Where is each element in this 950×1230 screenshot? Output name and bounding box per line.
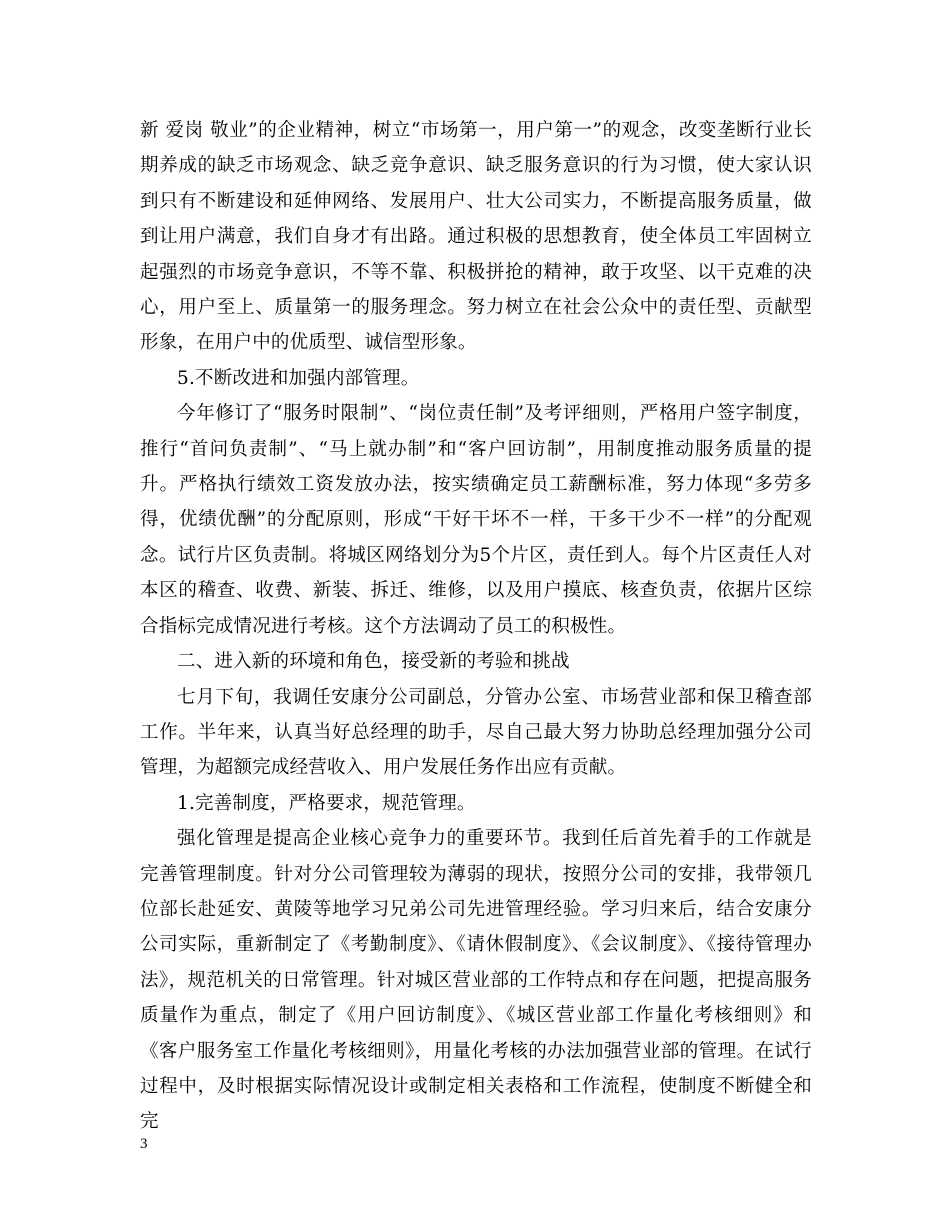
page-number: 3 xyxy=(140,1136,148,1152)
section-heading-5: 5.不断改进和加强内部管理。 xyxy=(177,367,420,389)
paragraph-continuation: 新 爱岗 敬业”的企业精神，树立“市场第一，用户第一”的观念，改变垄断行业长期养成的缺乏市场观念、缺乏竞争意识、缺乏服务意识的行为习惯，使大家认识到只有不断建设和延伸网络、发展用户、壮大公司实力，不断提高服务质量，做到让用户满意，我们自身才有出路。通过积极的思想教育，使全体员工牢固树立起强烈的市场竞争意识，不等不靠、积极拼抢的精神，敢于攻坚、以干克难的决心，用户至上、质量第一的服务理念。努力树立在社会公众中的责任型、贡献型形象，在用户中的优质型、诚信型形象。 xyxy=(140,120,812,354)
document-body xyxy=(140,113,812,1140)
paragraph-management-system: 强化管理是提高企业核心竞争力的重要环节。我到任后首先着手的工作就是完善管理制度。针对分公司管理较为薄弱的现状，按照分公司的安排，我带领几位部长赴延安、黄陵等地学习兄弟公司先进管理经验。学习归来后，结合安康分公司实际，重新制定了《考勤制度》、《请休假制度》、《会议制度》、《接待管理办法》，规范机关的日常管理。针对城区营业部的工作特点和存在问题，把提高服务质量作为重点，制定了《用户回访制度》、《城区营业部工作量化考核细则》和《客户服务室工作量化考核细则》，用量化考核的办法加强营业部的管理。在试行过程中，及时根据实际情况设计或制定相关表格和工作流程，使制度不断健全和完 xyxy=(140,828,812,1133)
paragraph-new-role: 七月下旬，我调任安康分公司副总，分管办公室、市场营业部和保卫稽查部工作。半年来，认真当好总经理的助手，尽自己最大努力协助总经理加强分公司管理，为超额完成经营收入、用户发展任务作出应有贡献。 xyxy=(140,686,812,779)
section-heading-1: 1.完善制度，严格要求，规范管理。 xyxy=(177,792,476,814)
section-heading-2: 二、进入新的环境和角色，接受新的考验和挑战 xyxy=(177,651,570,673)
paragraph-internal-management: 今年修订了“服务时限制”、“岗位责任制”及考评细则，严格用户签字制度，推行“首问负责制”、“马上就办制”和“客户回访制”，用制度推动服务质量的提升。严格执行绩效工资发放办法，按实绩确定员工薪酬标准，努力体现“多劳多得，优绩优酬”的分配原则，形成“干好干坏不一样，干多干少不一样”的分配观念。试行片区负责制。将城区网络划分为5个片区，责任到人。每个片区责任人对本区的稽查、收费、新装、拆迁、维修，以及用户摸底、核查负责，依据片区综合指标完成情况进行考核。这个方法调动了员工的积极性。 xyxy=(140,403,812,637)
